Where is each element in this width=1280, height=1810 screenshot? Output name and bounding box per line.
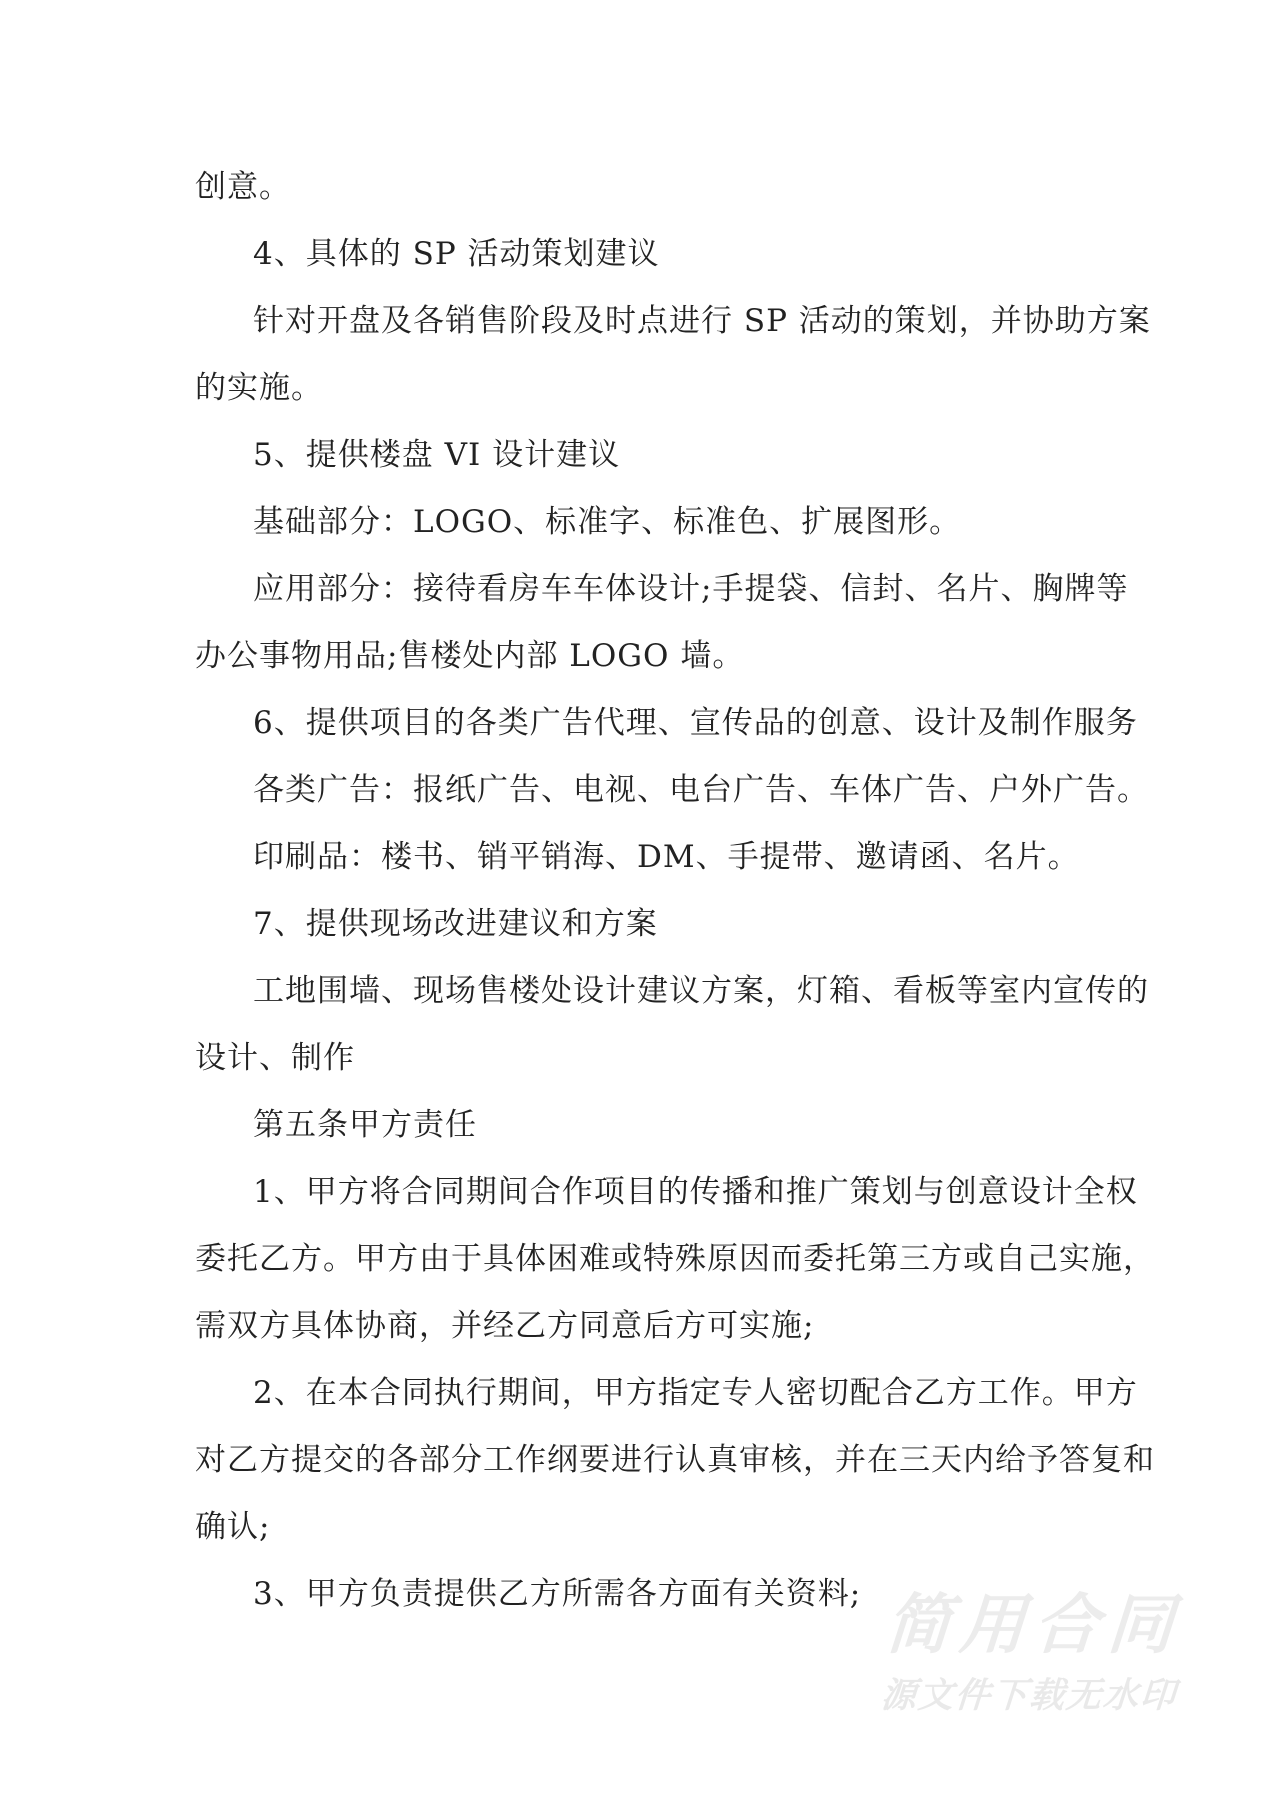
contract-text-line: 7、提供现场改进建议和方案	[253, 906, 658, 942]
watermark-subtitle: 源文件下载无水印	[879, 1676, 1179, 1716]
contract-text-line: 创意。	[195, 169, 291, 205]
contract-text-line: 3、甲方负责提供乙方所需各方面有关资料;	[253, 1576, 862, 1612]
contract-text-line: 办公事物用品;售楼处内部 LOGO 墙。	[195, 638, 745, 674]
contract-text-line: 针对开盘及各销售阶段及时点进行 SP 活动的策划，并协助方案	[253, 303, 1151, 339]
contract-text-line: 印刷品：楼书、销平销海、DM、手提带、邀请函、名片。	[253, 839, 1080, 875]
contract-text-line: 委托乙方。甲方由于具体困难或特殊原因而委托第三方或自己实施，	[195, 1241, 1155, 1277]
contract-text-line: 各类广告：报纸广告、电视、电台广告、车体广告、户外广告。	[253, 772, 1149, 808]
contract-text-line: 应用部分：接待看房车车体设计;手提袋、信封、名片、胸牌等	[253, 571, 1129, 607]
contract-text-body	[195, 154, 1155, 1628]
contract-text-line: 的实施。	[195, 370, 323, 406]
contract-text-line: 确认;	[195, 1509, 271, 1545]
contract-text-line: 工地围墙、现场售楼处设计建议方案，灯箱、看板等室内宣传的	[253, 973, 1149, 1009]
contract-text-line: 6、提供项目的各类广告代理、宣传品的创意、设计及制作服务	[253, 705, 1138, 741]
contract-text-line: 4、具体的 SP 活动策划建议	[253, 236, 660, 272]
contract-text-line: 5、提供楼盘 VI 设计建议	[253, 437, 621, 473]
watermark-title: 简用合同	[883, 1588, 1185, 1663]
contract-text-line: 2、在本合同执行期间，甲方指定专人密切配合乙方工作。甲方	[253, 1375, 1138, 1411]
contract-text-line: 设计、制作	[195, 1040, 355, 1076]
contract-text-line: 第五条甲方责任	[253, 1107, 477, 1143]
contract-text-line: 需双方具体协商，并经乙方同意后方可实施;	[195, 1308, 815, 1344]
contract-text-line: 1、甲方将合同期间合作项目的传播和推广策划与创意设计全权	[253, 1174, 1138, 1210]
contract-text-line: 对乙方提交的各部分工作纲要进行认真审核，并在三天内给予答复和	[195, 1442, 1155, 1478]
contract-text-line: 基础部分：LOGO、标准字、标准色、扩展图形。	[253, 504, 962, 540]
